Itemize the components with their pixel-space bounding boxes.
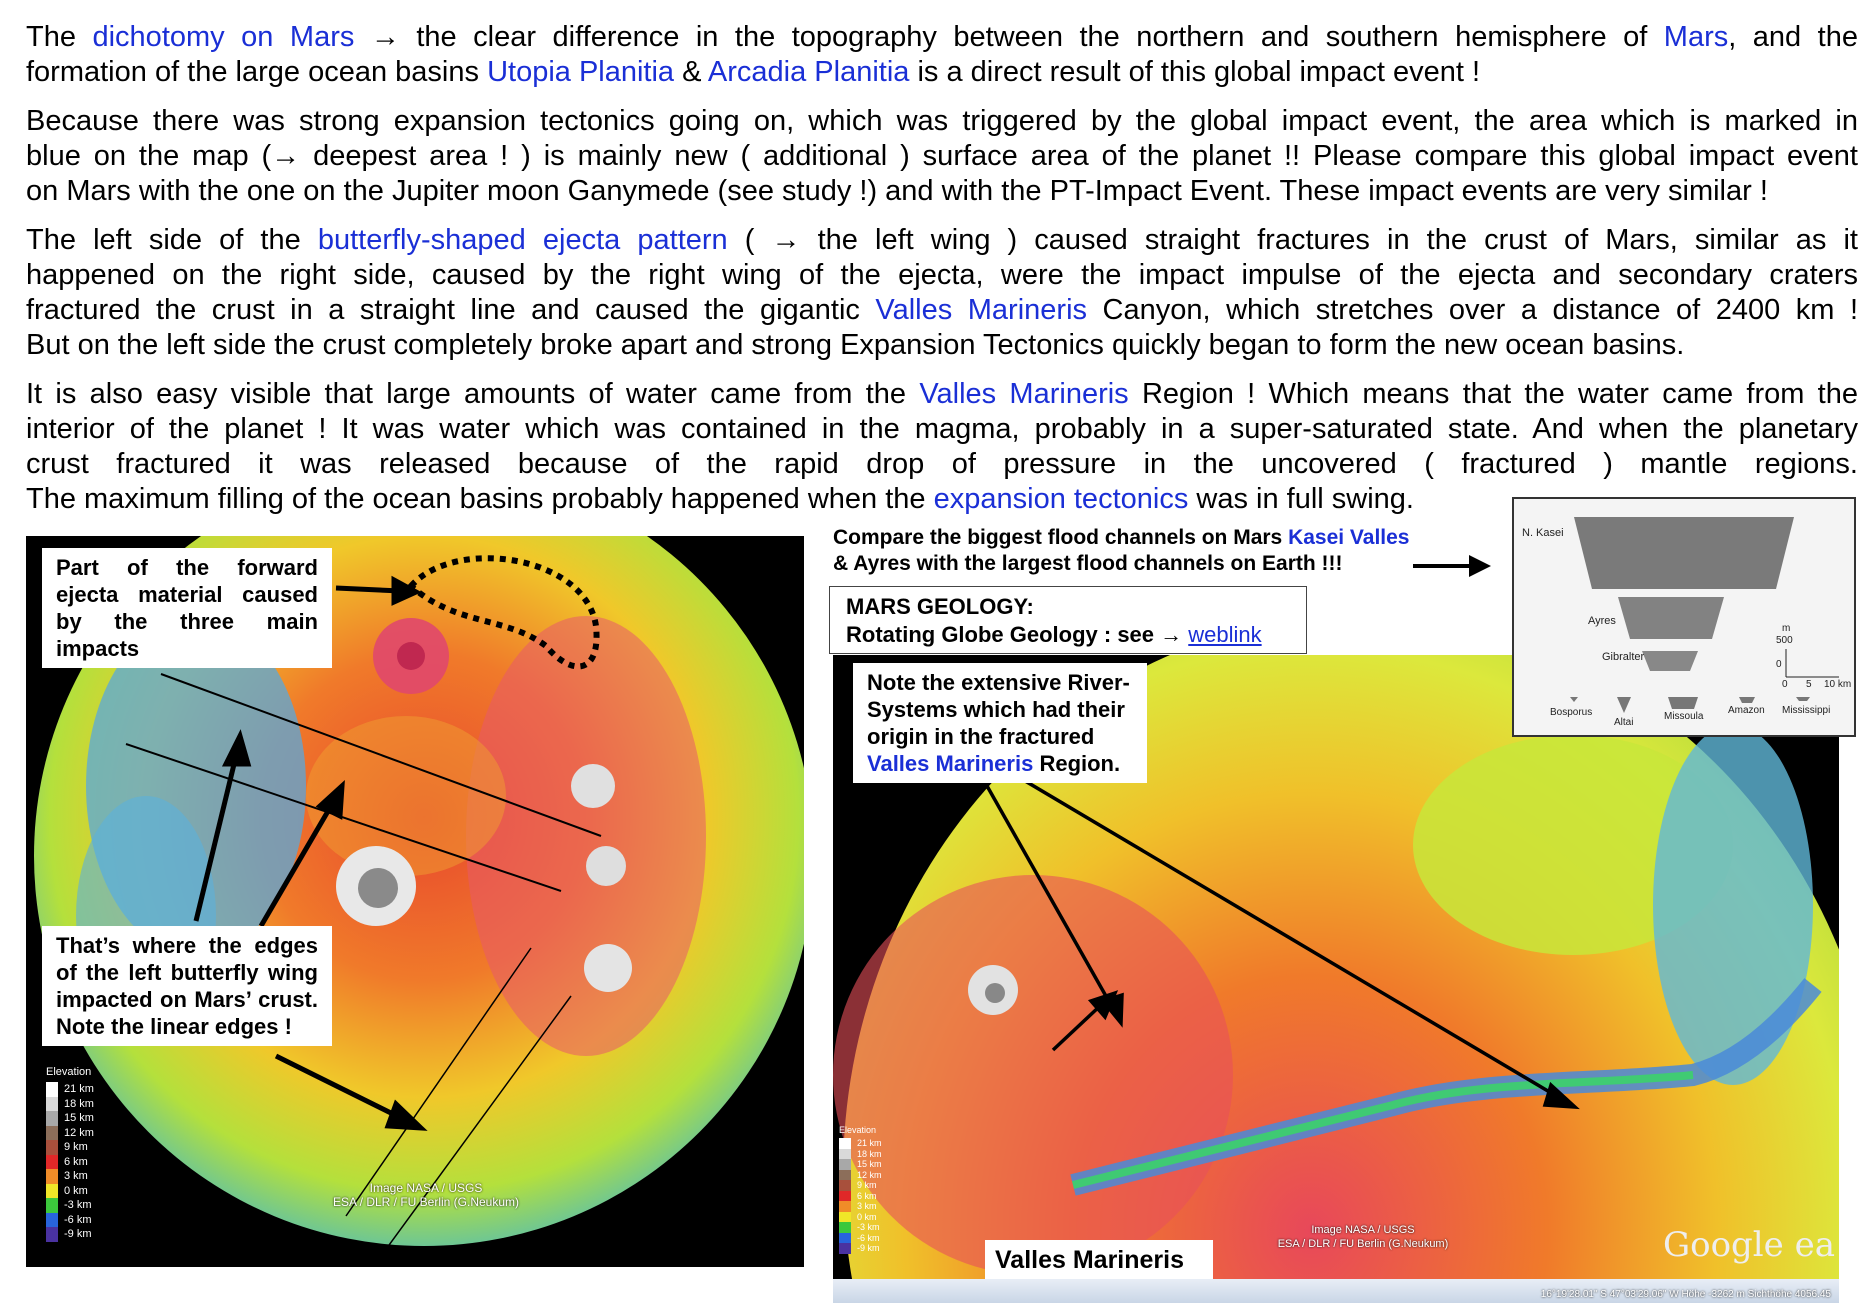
label-bosporus: Bosporus [1550, 707, 1593, 718]
legend-label: -6 km [64, 1213, 92, 1226]
right-legend-title: Elevation [839, 1125, 877, 1135]
legend-row [46, 1082, 94, 1097]
legend-swatch [46, 1082, 58, 1097]
river-note-text: Note the extensive River-Systems which had their origin in the fractured [867, 670, 1130, 749]
legend-label: -9 km [857, 1243, 880, 1254]
legend-label: 6 km [857, 1190, 877, 1201]
text-run: The [26, 21, 93, 53]
paragraphs [26, 20, 1858, 517]
river-systems-callout [853, 663, 1147, 783]
right-image-credit [1263, 1223, 1463, 1251]
scale-0: 0 [1776, 659, 1782, 670]
right-legend-rows [839, 1138, 882, 1254]
legend-row [839, 1170, 882, 1181]
legend-row [46, 1140, 94, 1155]
legend-label: 3 km [64, 1170, 88, 1183]
highlighted-term: butterfly-shaped ejecta pattern [317, 224, 728, 256]
text-run: & [674, 56, 708, 88]
left-legend-rows [46, 1082, 94, 1242]
text-run: ( → the left wing ) caused straight fractures in the crust of Mars, similar as it [727, 224, 1858, 256]
legend-label: 0 km [64, 1184, 88, 1197]
text-run: formation of the large ocean basins [26, 56, 488, 88]
right-credit-line2: ESA / DLR / FU Berlin (G.Neukum) [1277, 1238, 1449, 1250]
text-run: crust fractured it was released because of the rapid drop of pressure in the uncovered ( fractured ) mantle regions. [26, 448, 1858, 480]
legend-swatch [839, 1191, 851, 1202]
paragraph-3 [26, 223, 1858, 363]
legend-label: 15 km [857, 1159, 882, 1170]
paragraph-2 [26, 104, 1858, 209]
legend-swatch [839, 1222, 851, 1233]
label-n-kasei: N. Kasei [1522, 527, 1564, 539]
legend-row [839, 1201, 882, 1212]
scale-x0: 0 [1782, 679, 1788, 690]
label-amazon: Amazon [1728, 705, 1765, 716]
legend-swatch [839, 1212, 851, 1223]
text-run: Canyon, which stretches over a distance of 2400 km ! [1087, 294, 1859, 326]
text-run: Because there was strong expansion tectonics going on, which was triggered by the global impact event, the area which is marked in [26, 105, 1858, 137]
legend-row [46, 1126, 94, 1141]
left-image-credit [326, 1181, 526, 1209]
compare-flood-channels-label [833, 525, 1410, 577]
legend-row [839, 1243, 882, 1254]
legend-row [839, 1180, 882, 1191]
text-run: was in full swing. [1188, 483, 1414, 515]
legend-row [839, 1222, 882, 1233]
legend-swatch [839, 1159, 851, 1170]
text-run: But on the left side the crust completely broke apart and strong Expansion Tectonics quickly began to form the new ocean basins. [26, 329, 1685, 361]
paragraph-line [26, 447, 1858, 482]
geology-sub-text: Rotating Globe Geology : see → [846, 622, 1189, 647]
legend-row [839, 1191, 882, 1202]
legend-row [46, 1097, 94, 1112]
legend-swatch [839, 1243, 851, 1254]
flood-channel-profiles [1514, 499, 1854, 735]
legend-row [46, 1169, 94, 1184]
google-earth-logo: Google ea [1662, 1225, 1835, 1265]
legend-label: 18 km [64, 1097, 94, 1110]
highlighted-term: expansion tectonics [933, 483, 1189, 515]
legend-row [46, 1184, 94, 1199]
legend-label: -3 km [64, 1199, 92, 1212]
butterfly-edges-text: That’s where the edges of the left butterfly wing impacted on Mars’ crust. Note the linear edges ! [56, 933, 318, 1039]
butterfly-edges-callout [42, 926, 332, 1046]
text-run: is a direct result of this global impact event ! [909, 56, 1481, 88]
legend-swatch [46, 1140, 58, 1155]
forward-ejecta-text: Part of the forward ejecta material caused by the three main impacts [56, 555, 318, 661]
paragraph-line [26, 258, 1858, 293]
article-text [26, 20, 1858, 531]
kasei-valles-highlight: Kasei Valles [1288, 526, 1410, 549]
paragraph-line [26, 328, 1858, 363]
river-note-suffix: Region. [1033, 751, 1121, 776]
legend-label: 3 km [857, 1201, 877, 1212]
legend-swatch [46, 1198, 58, 1213]
compare-line-2: & Ayres with the largest flood channels on Earth !!! [833, 552, 1343, 575]
left-credit-line2: ESA / DLR / FU Berlin (G.Neukum) [332, 1195, 520, 1209]
paragraph-4 [26, 377, 1858, 517]
paragraph-line [26, 223, 1858, 258]
legend-row [46, 1111, 94, 1126]
right-mars-globe-map [833, 655, 1839, 1303]
text-run: It is also easy visible that large amounts of water came from the [26, 378, 920, 410]
legend-swatch [839, 1149, 851, 1160]
text-run: The left side of the [26, 224, 318, 256]
highlighted-term: Valles Marineris [875, 294, 1088, 326]
label-ayres: Ayres [1588, 615, 1616, 627]
left-elevation-legend [46, 1066, 94, 1242]
flood-channel-comparison-panel [1512, 497, 1856, 737]
valles-marineris-text: Valles Marineris [995, 1246, 1185, 1274]
text-run: The maximum filling of the ocean basins probably happened when the [26, 483, 934, 515]
valles-marineris-label [985, 1240, 1213, 1280]
weblink-link[interactable]: weblink [1188, 622, 1262, 647]
text-run: happened on the right side, caused by the right wing of the ejecta, were the impact impulse of the ejecta and secondary craters [26, 259, 1858, 291]
text-run: Region ! Which means that the water came from the [1128, 378, 1858, 410]
legend-swatch [839, 1201, 851, 1212]
scale-x10: 10 km [1824, 679, 1852, 690]
legend-label: 9 km [64, 1141, 88, 1154]
forward-ejecta-callout [42, 548, 332, 668]
label-missoula: Missoula [1664, 711, 1704, 722]
compare-arrow-icon [1413, 553, 1493, 577]
legend-label: 9 km [857, 1180, 877, 1191]
right-credit-line1: Image NASA / USGS [1311, 1224, 1415, 1236]
text-run: fractured the crust in a straight line and caused the gigantic [26, 294, 876, 326]
right-elevation-legend [839, 1125, 882, 1254]
compare-prefix: Compare the biggest flood channels on Mars [833, 526, 1289, 549]
legend-label: 21 km [857, 1138, 882, 1149]
legend-label: 18 km [857, 1148, 882, 1159]
paragraph-line [26, 55, 1858, 90]
left-legend-title: Elevation [46, 1066, 92, 1078]
mars-geology-box [829, 586, 1307, 654]
scale-x5: 5 [1806, 679, 1812, 690]
geology-title: MARS GEOLOGY: [846, 594, 1034, 619]
legend-label: 21 km [64, 1083, 94, 1096]
legend-label: 0 km [857, 1211, 877, 1222]
text-run: → the clear difference in the topography between the northern and southern hemisphere of [354, 21, 1664, 53]
legend-row [839, 1233, 882, 1244]
scale-unit-m: m [1782, 623, 1791, 634]
legend-swatch [46, 1097, 58, 1112]
legend-label: 15 km [64, 1112, 94, 1125]
scale-500: 500 [1776, 635, 1793, 646]
paragraph-line [26, 293, 1858, 328]
legend-swatch [46, 1155, 58, 1170]
compare-line-1 [833, 525, 1410, 551]
text-run: on Mars with the one on the Jupiter moon Ganymede (see study !) and with the PT-Impact Event. These impact events are very similar ! [26, 175, 1768, 207]
legend-swatch [839, 1180, 851, 1191]
legend-row [46, 1155, 94, 1170]
legend-row [839, 1159, 882, 1170]
text-run: blue on the map (→ deepest area ! ) is mainly new ( additional ) surface area of the planet !! Please compare this global impact event [26, 140, 1858, 172]
legend-swatch [46, 1213, 58, 1228]
legend-swatch [46, 1126, 58, 1141]
label-gibralter: Gibralter [1602, 651, 1645, 663]
river-note-highlight: Valles Marineris [867, 751, 1034, 776]
highlighted-term: Arcadia Planitia [707, 56, 910, 88]
legend-row [839, 1149, 882, 1160]
legend-label: -9 km [64, 1228, 92, 1241]
text-run: , and the [1728, 21, 1858, 53]
legend-swatch [46, 1227, 58, 1242]
legend-swatch [46, 1111, 58, 1126]
highlighted-term: dichotomy on Mars [92, 21, 355, 53]
legend-swatch [46, 1184, 58, 1199]
legend-swatch [839, 1170, 851, 1181]
legend-label: -3 km [857, 1222, 880, 1233]
label-altai: Altai [1614, 717, 1634, 728]
highlighted-term: Utopia Planitia [487, 56, 675, 88]
legend-row [46, 1227, 94, 1242]
google-earth-statusbar [833, 1279, 1839, 1303]
paragraph-line [26, 20, 1858, 55]
coordinate-readout: 16°19'28.01" S 47°03'29.06" W Höhe -3262 m Sichthöhe 4056.45 [1540, 1289, 1831, 1300]
legend-row [839, 1138, 882, 1149]
legend-row [46, 1213, 94, 1228]
paragraph-line [26, 139, 1858, 174]
geology-subline [846, 621, 1290, 649]
highlighted-term: Valles Marineris [919, 378, 1129, 410]
legend-swatch [46, 1169, 58, 1184]
paragraph-line [26, 412, 1858, 447]
legend-swatch [839, 1138, 851, 1149]
label-mississippi: Mississippi [1782, 705, 1831, 716]
text-run: interior of the planet ! It was water which was contained in the magma, probably in a super-saturated state. And when the planetary [26, 413, 1858, 445]
paragraph-1 [26, 20, 1858, 90]
legend-label: 6 km [64, 1155, 88, 1168]
legend-label: -6 km [857, 1232, 880, 1243]
paragraph-line [26, 104, 1858, 139]
legend-row [839, 1212, 882, 1223]
paragraph-line [26, 174, 1858, 209]
paragraph-line [26, 377, 1858, 412]
highlighted-term: Mars [1663, 21, 1729, 53]
legend-row [46, 1198, 94, 1213]
legend-swatch [839, 1233, 851, 1244]
legend-label: 12 km [857, 1169, 882, 1180]
left-mars-globe-map [26, 536, 804, 1267]
legend-label: 12 km [64, 1126, 94, 1139]
left-credit-line1: Image NASA / USGS [369, 1181, 483, 1195]
